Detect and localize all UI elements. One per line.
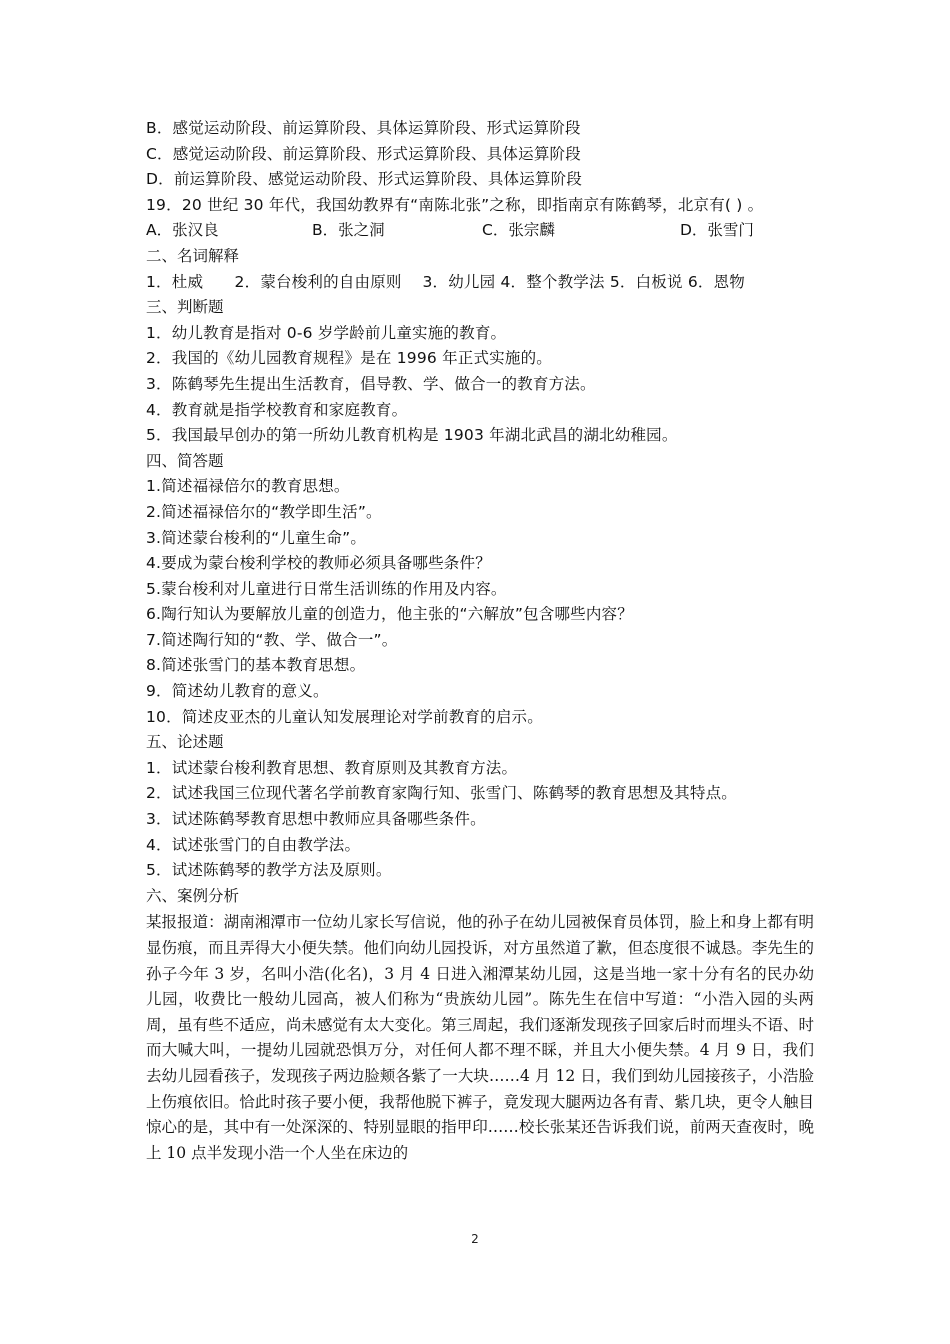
option-b: B．感觉运动阶段、前运算阶段、具体运算阶段、形式运算阶段: [146, 119, 581, 137]
short-answer-item: 10．简述皮亚杰的儿童认知发展理论对学前教育的启示。: [146, 707, 543, 726]
short-answer-item: 5.蒙台梭利对儿童进行日常生活训练的作用及内容。: [146, 579, 507, 598]
short-answer-item: 2.简述福禄倍尔的“教学即生活”。: [146, 502, 382, 521]
judge-item: 1．幼儿教育是指对 0-6 岁学龄前儿童实施的教育。: [146, 323, 507, 342]
essay-item: 2．试述我国三位现代著名学前教育家陶行知、张雪门、陈鹤琴的教育思想及其特点。: [146, 784, 737, 803]
q19-option-a: A．张汉良: [146, 221, 219, 240]
short-answer-item: 1.简述福禄倍尔的教育思想。: [146, 477, 350, 496]
option-c: C．感觉运动阶段、前运算阶段、形式运算阶段、具体运算阶段: [146, 144, 581, 163]
short-answer-item: 9．简述幼儿教育的意义。: [146, 682, 329, 701]
option-d: D．前运算阶段、感觉运动阶段、形式运算阶段、具体运算阶段: [146, 170, 583, 189]
essay-item: 5．试述陈鹤琴的教学方法及原则。: [146, 861, 392, 880]
short-answer-item: 4.要成为蒙台梭利学校的教师必须具备哪些条件？: [146, 554, 491, 573]
section-heading-case-analysis: 六、案例分析: [146, 886, 240, 905]
short-answer-item: 3.简述蒙台梭利的“儿童生命”。: [146, 528, 367, 547]
essay-item: 3．试述陈鹤琴教育思想中教师应具备哪些条件。: [146, 810, 486, 829]
judge-item: 5．我国最早创办的第一所幼儿教育机构是 1903 年湖北武昌的湖北幼稚园。: [146, 426, 678, 445]
page-number: 2: [471, 1232, 479, 1246]
section-heading-short-answer: 四、简答题: [146, 451, 224, 470]
judge-item: 3．陈鹤琴先生提出生活教育，倡导教、学、做合一的教育方法。: [146, 374, 596, 393]
q19-option-c: C．张宗麟: [482, 221, 555, 240]
section-heading-terms: 二、名词解释: [146, 246, 240, 265]
terms-list: 1．杜威 2．蒙台梭利的自由原则 3．幼儿园 4．整个教学法 5．白板说 6．恩物: [146, 272, 745, 291]
judge-item: 2．我国的《幼儿园教育规程》是在 1996 年正式实施的。: [146, 349, 552, 368]
short-answer-item: 6.陶行知认为要解放儿童的创造力，他主张的“六解放”包含哪些内容？: [146, 605, 633, 624]
page-content: [146, 116, 814, 1166]
essay-item: 1．试述蒙台梭利教育思想、教育原则及其教育方法。: [146, 758, 518, 777]
essay-item: 4．试述张雪门的自由教学法。: [146, 835, 361, 854]
q19-option-d: D．张雪门: [680, 221, 754, 240]
q19-option-b: B．张之洞: [312, 221, 385, 240]
short-answer-item: 7.简述陶行知的“教、学、做合一”。: [146, 630, 398, 649]
judge-item: 4．教育就是指学校教育和家庭教育。: [146, 400, 408, 419]
section-heading-essay: 五、论述题: [146, 733, 224, 752]
short-answer-item: 8.简述张雪门的基本教育思想。: [146, 656, 366, 675]
question-19: 19．20 世纪 30 年代，我国幼教界有“南陈北张”之称，即指南京有陈鹤琴，北京有( ) 。: [146, 195, 764, 214]
case-paragraph: 某报报道：湖南湘潭市一位幼儿家长写信说，他的孙子在幼儿园被保育员体罚，脸上和身上都有明显伤痕，而且弄得大小便失禁。他们向幼儿园投诉，对方虽然道了歉，但态度很不诚恳。李先生的孙子今年 3 岁，名叫小浩(化名)，3 月 4 日进入湘潭某幼儿园，这是当地一家十分有名的民办幼儿园，收费比一般幼儿园高，被人们称为“贵族幼儿园”。陈先生在信中写道：“小浩入园的头两周，虽有些不适应，尚未感觉有太大变化。第三周起，我们逐渐发现孩子回家后时而埋头不语、时而大喊大叫，一提幼儿园就恐惧万分，对任何人都不理不睬，并且大小便失禁。4 月 9 日，我们去幼儿园看孩子，发现孩子两边脸颊各紫了一大块……4 月 12 日，我们到幼儿园接孩子，小浩脸上伤痕依旧。恰此时孩子要小便，我帮他脱下裤子，竟发现大腿两边各有青、紫几块，更令人触目惊心的是，其中有一处深深的、特别显眼的指甲印……校长张某还告诉我们说，前两天查夜时，晚上 10 点半发现小浩一个人坐在床边的: [146, 913, 814, 1162]
question-19-options: [146, 218, 814, 244]
section-heading-true-false: 三、判断题: [146, 298, 224, 317]
